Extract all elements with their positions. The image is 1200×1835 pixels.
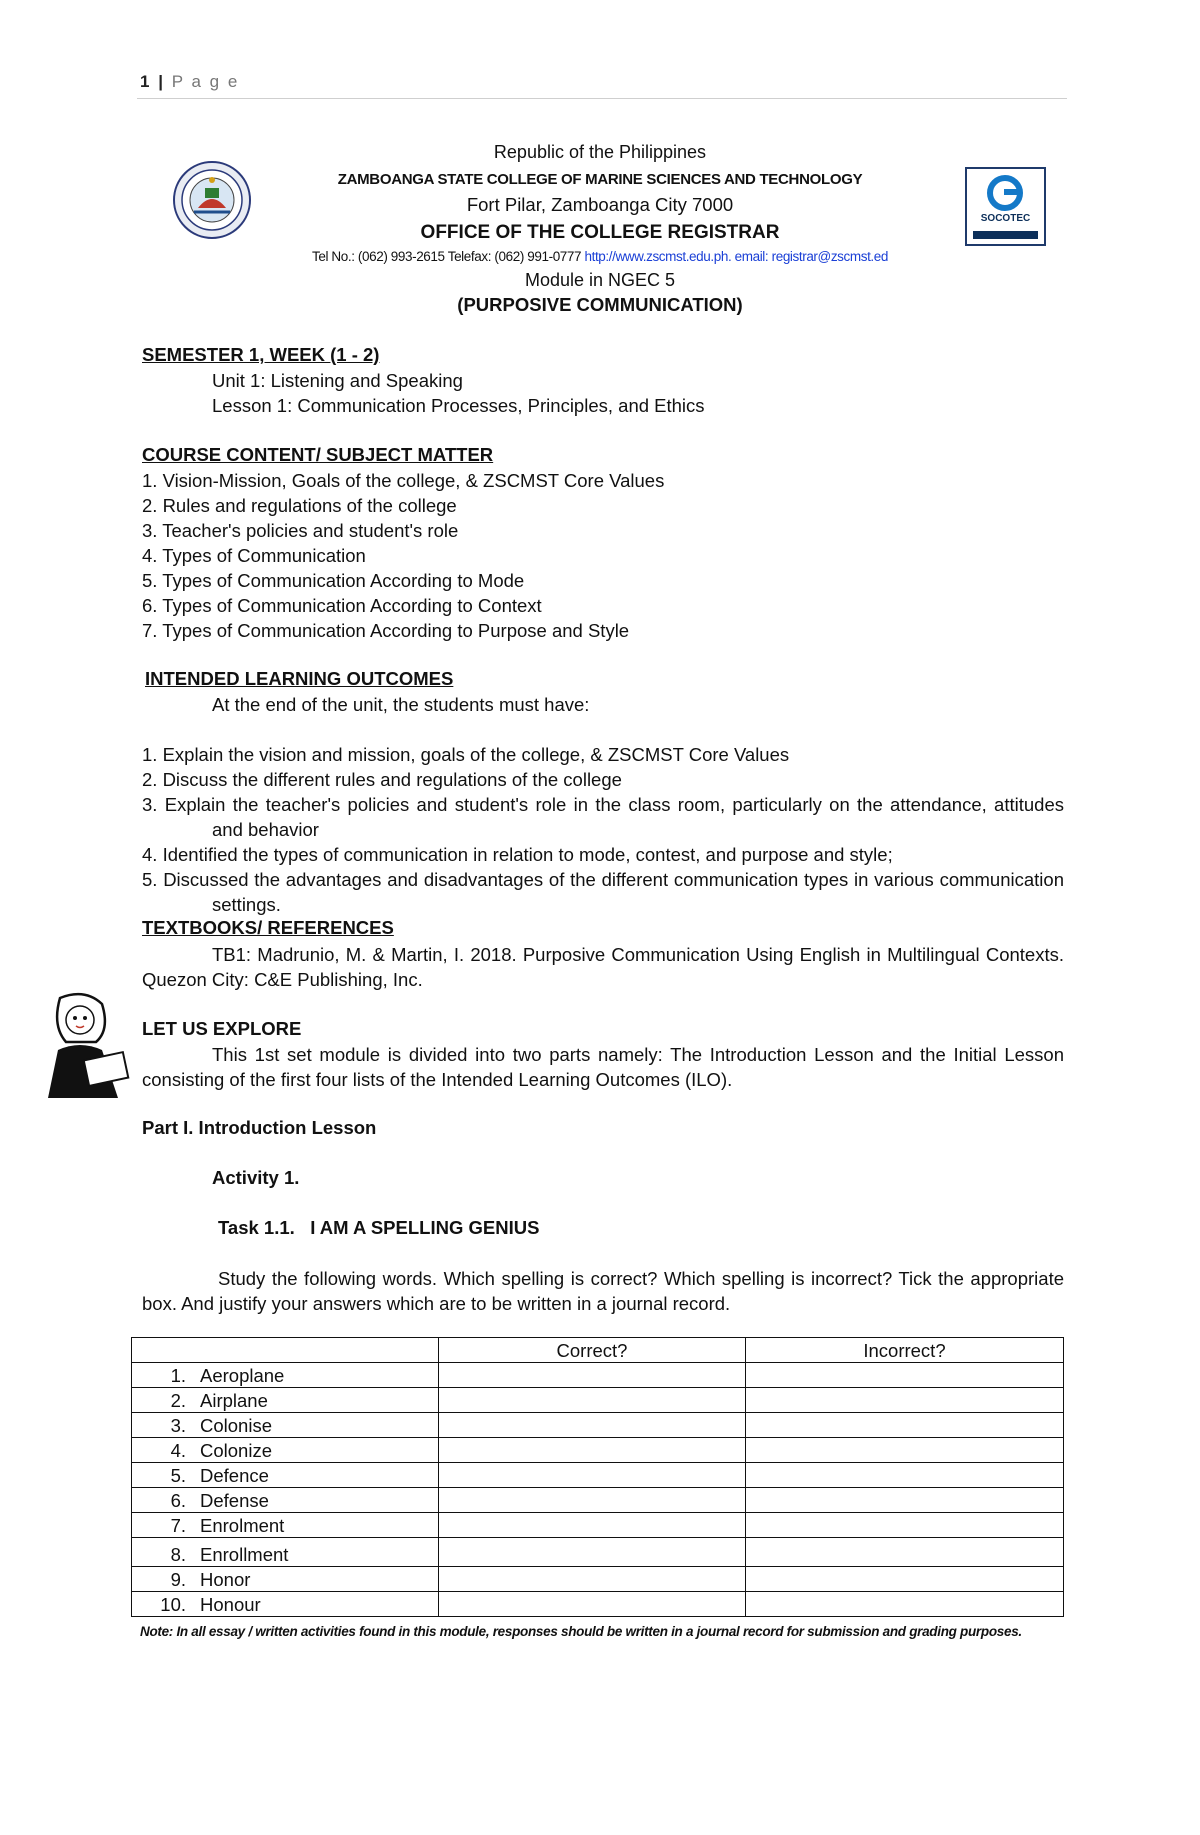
header-rule (137, 98, 1067, 99)
correct-checkbox-cell[interactable] (439, 1363, 746, 1388)
table-row (132, 1513, 1064, 1538)
reference-tb1: TB1: Madrunio, M. & Martin, I. 2018. Purposive Communication Using English in Multilingual Contexts. Quezon City: C&E Publishing, Inc. (142, 944, 1064, 990)
journal-note: Note: In all essay / written activities found in this module, responses should be written in a journal record for submission and grading purposes. (140, 1624, 1022, 1639)
correct-checkbox-cell[interactable] (439, 1488, 746, 1513)
correct-checkbox-cell[interactable] (439, 1513, 746, 1538)
correct-checkbox-cell[interactable] (439, 1592, 746, 1617)
word-cell: Honour (200, 1594, 261, 1615)
table-header-cell (132, 1338, 439, 1363)
student-avatar-illustration (30, 990, 130, 1100)
list-item: 3. Explain the teacher's policies and student's role in the class room, particularly on the attendance, attitudes and behavior (142, 794, 1064, 840)
word-cell: Honor (200, 1569, 251, 1590)
table-header-row (132, 1338, 1064, 1363)
table-row (132, 1488, 1064, 1513)
row-number: 5. (170, 1465, 186, 1486)
course-title: (PURPOSIVE COMMUNICATION) (457, 294, 743, 315)
row-number: 7. (170, 1515, 186, 1536)
table-header-cell: Incorrect? (746, 1338, 1064, 1363)
incorrect-checkbox-cell[interactable] (746, 1388, 1064, 1413)
task-instructions: Study the following words. Which spelling is correct? Which spelling is incorrect? Tick the appropriate box. And justify your answers which are to be written in a journal record. (142, 1268, 1064, 1314)
part1-heading: Part I. Introduction Lesson (142, 1117, 377, 1138)
page-number: 1 | P a g e (140, 72, 240, 91)
task-heading: Task 1.1. I AM A SPELLING GENIUS (218, 1217, 540, 1238)
course-content-heading: COURSE CONTENT/ SUBJECT MATTER (142, 444, 494, 465)
row-number: 1. (170, 1365, 186, 1386)
module-title: Module in NGEC 5 (524, 270, 676, 290)
incorrect-checkbox-cell[interactable] (746, 1488, 1064, 1513)
incorrect-checkbox-cell[interactable] (746, 1413, 1064, 1438)
correct-checkbox-cell[interactable] (439, 1463, 746, 1488)
incorrect-checkbox-cell[interactable] (746, 1592, 1064, 1617)
socotec-certification-logo: SOCOTEC (965, 167, 1046, 246)
table-row (132, 1463, 1064, 1488)
list-item: 4. Identified the types of communication in relation to mode, contest, and purpose and style; (142, 844, 893, 865)
row-number: 3. (170, 1415, 186, 1436)
word-cell: Enrolment (200, 1515, 285, 1536)
incorrect-checkbox-cell[interactable] (746, 1567, 1064, 1592)
word-cell: Colonize (200, 1440, 272, 1461)
list-item: 3. Teacher's policies and student's role (142, 520, 459, 541)
list-item: 7. Types of Communication According to Purpose and Style (142, 620, 630, 641)
college-address: Fort Pilar, Zamboanga City 7000 (466, 194, 734, 215)
outcomes-intro: At the end of the unit, the students must have: (212, 694, 590, 715)
table-row (132, 1438, 1064, 1463)
row-number: 8. (170, 1544, 186, 1565)
website-email-link[interactable]: http://www.zscmst.edu.ph. email: registrar@zscmst.ed (584, 249, 888, 264)
row-number: 10. (160, 1594, 186, 1615)
correct-checkbox-cell[interactable] (439, 1388, 746, 1413)
list-item: 1. Vision-Mission, Goals of the college, & ZSCMST Core Values (142, 470, 665, 491)
list-item: 1. Explain the vision and mission, goals of the college, & ZSCMST Core Values (142, 744, 790, 765)
list-item: 5. Types of Communication According to Mode (142, 570, 525, 591)
references-heading: TEXTBOOKS/ REFERENCES (142, 917, 394, 938)
contact-line: Tel No.: (062) 993-2615 Telefax: (062) 991-0777 http://www.zscmst.edu.ph. email: registrar@zscmst.ed (311, 249, 888, 264)
outcomes-heading: INTENDED LEARNING OUTCOMES (145, 668, 454, 689)
table-row (132, 1592, 1064, 1617)
word-cell: Defence (200, 1465, 269, 1486)
incorrect-checkbox-cell[interactable] (746, 1513, 1064, 1538)
word-cell: Airplane (200, 1390, 268, 1411)
row-number: 2. (170, 1390, 186, 1411)
office-title: OFFICE OF THE COLLEGE REGISTRAR (420, 222, 780, 243)
table-row (132, 1567, 1064, 1592)
table-row (132, 1413, 1064, 1438)
correct-checkbox-cell[interactable] (439, 1567, 746, 1592)
incorrect-checkbox-cell[interactable] (746, 1363, 1064, 1388)
college-seal-logo (172, 160, 252, 240)
list-item: 4. Types of Communication (142, 545, 366, 566)
word-cell: Enrollment (200, 1544, 289, 1565)
republic-line: Republic of the Philippines (493, 142, 707, 162)
course-content-list (142, 468, 1064, 643)
word-cell: Defense (200, 1490, 269, 1511)
list-item: 5. Discussed the advantages and disadvantages of the different communication types in various communication settings. (142, 869, 1064, 915)
table-header-cell: Correct? (439, 1338, 746, 1363)
table-row (132, 1363, 1064, 1388)
college-name: ZAMBOANGA STATE COLLEGE OF MARINE SCIENCES AND TECHNOLOGY (337, 171, 863, 188)
list-item: 2. Rules and regulations of the college (142, 495, 457, 516)
correct-checkbox-cell[interactable] (439, 1413, 746, 1438)
row-number: 6. (170, 1490, 186, 1511)
unit-line: Unit 1: Listening and Speaking (212, 370, 463, 391)
table-row (132, 1388, 1064, 1413)
correct-checkbox-cell[interactable] (439, 1438, 746, 1463)
word-cell: Aeroplane (200, 1365, 285, 1386)
outcomes-list (142, 742, 1064, 917)
semester-heading: SEMESTER 1, WEEK (1 - 2) (142, 344, 380, 365)
explore-heading: LET US EXPLORE (142, 1018, 302, 1039)
activity-heading: Activity 1. (212, 1167, 300, 1188)
list-item: 6. Types of Communication According to Context (142, 595, 542, 616)
row-number: 4. (170, 1440, 186, 1461)
incorrect-checkbox-cell[interactable] (746, 1538, 1064, 1567)
spelling-table (131, 1337, 1064, 1617)
explore-text: This 1st set module is divided into two parts namely: The Introduction Lesson and the Initial Lesson consisting of the first four lists of the Intended Learning Outcomes (ILO). (142, 1044, 1064, 1090)
lesson-line: Lesson 1: Communication Processes, Principles, and Ethics (212, 395, 705, 416)
incorrect-checkbox-cell[interactable] (746, 1463, 1064, 1488)
list-item: 2. Discuss the different rules and regulations of the college (142, 769, 622, 790)
correct-checkbox-cell[interactable] (439, 1538, 746, 1567)
table-row (132, 1538, 1064, 1567)
incorrect-checkbox-cell[interactable] (746, 1438, 1064, 1463)
row-number: 9. (170, 1569, 186, 1590)
word-cell: Colonise (200, 1415, 272, 1436)
